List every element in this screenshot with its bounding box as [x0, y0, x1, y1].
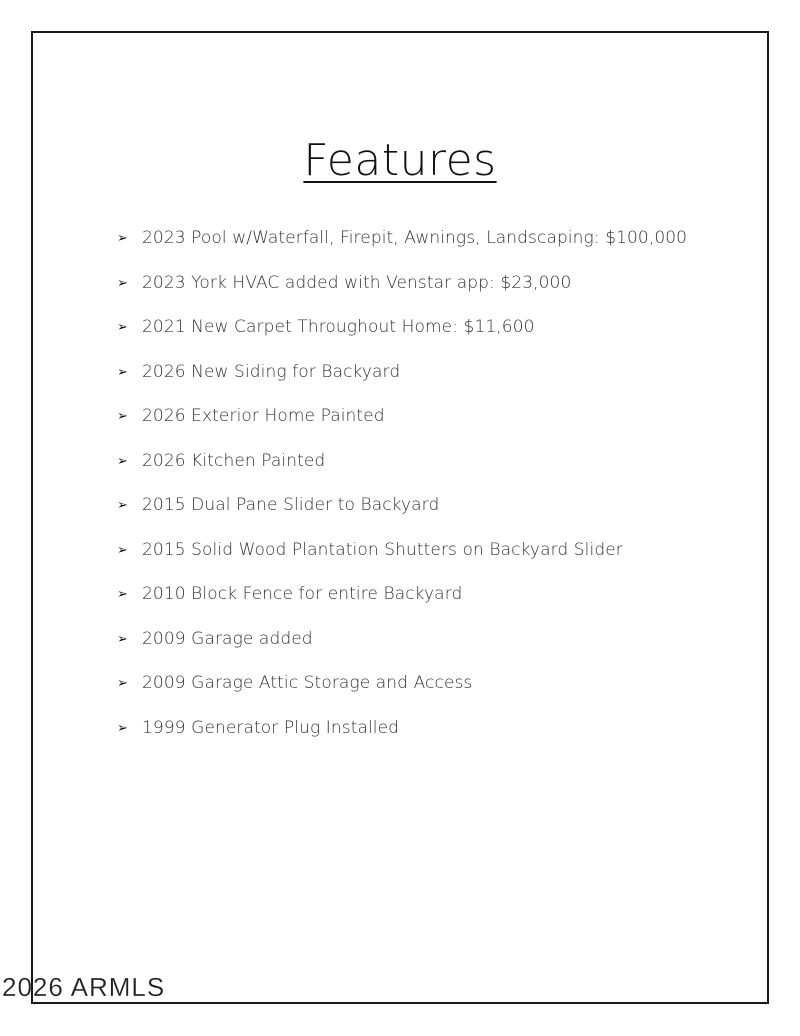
arrow-bullet-icon: ➢: [117, 498, 128, 513]
list-item: [117, 584, 687, 629]
list-item: [117, 540, 687, 585]
list-item: [117, 406, 687, 451]
feature-text: 2009 Garage Attic Storage and Access: [142, 673, 473, 693]
arrow-bullet-icon: ➢: [117, 631, 128, 647]
list-item: [117, 718, 687, 763]
feature-text: 2010 Block Fence for entire Backyard: [142, 584, 463, 604]
feature-list: [117, 228, 687, 762]
page-title-text: Features: [303, 135, 497, 187]
feature-text: 2026 Exterior Home Painted: [142, 406, 385, 426]
page-title: [0, 135, 800, 186]
feature-text: 2026 New Siding for Backyard: [142, 361, 401, 382]
arrow-bullet-icon: ➢: [117, 587, 128, 602]
arrow-bullet-icon: ➢: [117, 275, 128, 291]
feature-text: 2023 York HVAC added with Venstar app: $23,000: [142, 272, 572, 293]
list-item: [117, 362, 687, 407]
list-item: [117, 495, 687, 540]
arrow-bullet-icon: ➢: [117, 364, 128, 380]
arrow-bullet-icon: ➢: [117, 542, 128, 558]
feature-text: 2023 Pool w/Waterfall, Firepit, Awnings, Landscaping: $100,000: [142, 228, 688, 248]
list-item: [117, 273, 687, 318]
arrow-bullet-icon: ➢: [117, 720, 128, 736]
copyright-watermark: 2026 ARMLS: [2, 972, 166, 1002]
arrow-bullet-icon: ➢: [117, 320, 128, 335]
arrow-bullet-icon: ➢: [117, 453, 128, 469]
list-item: [117, 673, 687, 718]
feature-text: 2026 Kitchen Painted: [142, 450, 326, 471]
list-item: [117, 451, 687, 496]
list-item: [117, 317, 687, 362]
feature-text: 2009 Garage added: [142, 628, 313, 649]
feature-text: 2015 Solid Wood Plantation Shutters on Backyard Slider: [142, 539, 623, 560]
arrow-bullet-icon: ➢: [117, 231, 128, 246]
arrow-bullet-icon: ➢: [117, 409, 128, 424]
feature-text: 1999 Generator Plug Installed: [142, 717, 400, 738]
arrow-bullet-icon: ➢: [117, 676, 128, 691]
list-item: [117, 629, 687, 674]
list-item: [117, 228, 687, 273]
feature-text: 2021 New Carpet Throughout Home: $11,600: [142, 317, 535, 337]
feature-text: 2015 Dual Pane Slider to Backyard: [142, 495, 440, 515]
